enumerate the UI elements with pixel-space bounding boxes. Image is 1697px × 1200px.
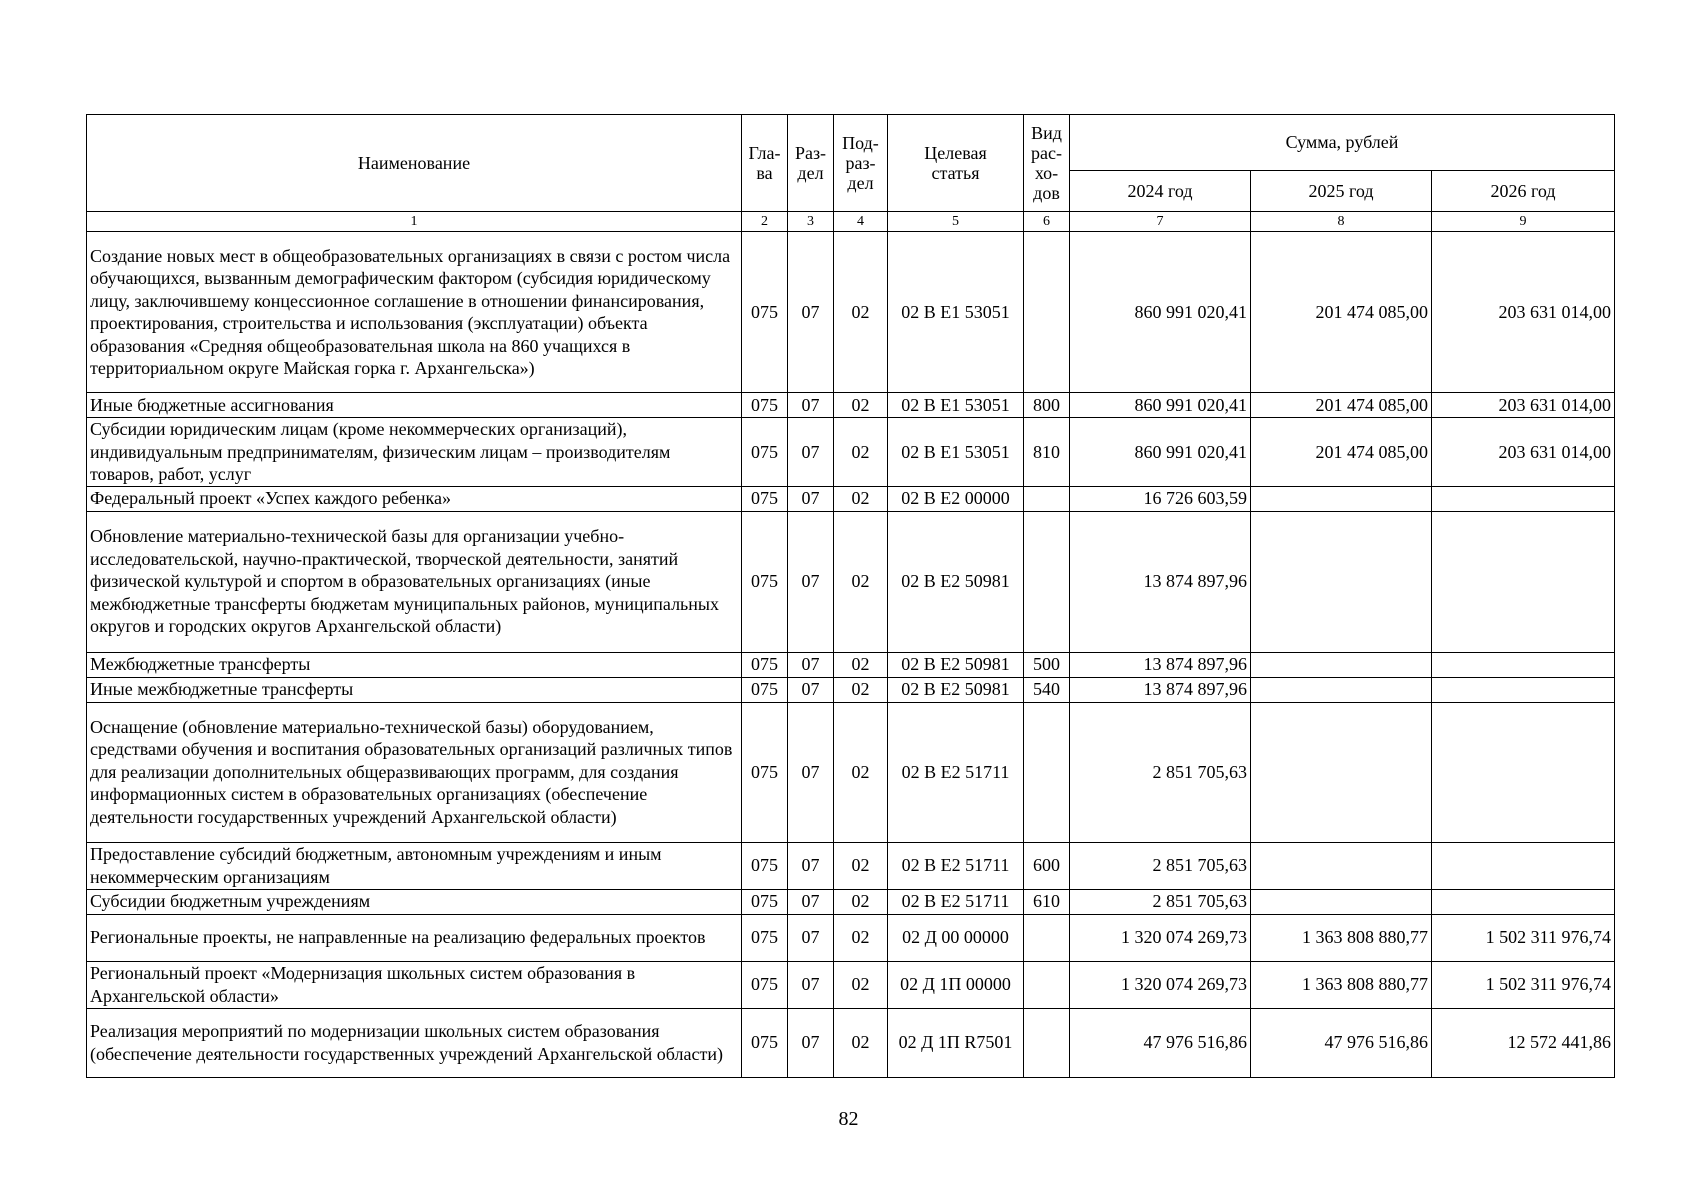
- header-subsection: [834, 115, 888, 212]
- row-subsection-cell: 02: [834, 889, 888, 914]
- column-number: 7: [1070, 212, 1251, 232]
- row-amount-2024-cell: 860 991 020,41: [1070, 393, 1251, 418]
- row-chapter-cell: 075: [742, 1008, 788, 1077]
- row-expense-type-cell: [1024, 702, 1070, 842]
- header-chapter-text: Гла- ва: [748, 143, 781, 183]
- row-name-cell: Создание новых мест в общеобразовательных организациях в связи с ростом числа обучающихся, вызванным демографическим фактором (субсидия юридическому лицу, заключившему концессионное соглашение в отношении финансирования, проектирования, строительства и использования (эксплуатации) объекта образования «Средняя общеобразовательная школа на 860 учащихся в территориальном округе Майская горка г. Архангельска»): [87, 232, 742, 393]
- header-amount: Сумма, рублей: [1070, 115, 1615, 171]
- row-expense-type-cell: [1024, 232, 1070, 393]
- row-chapter-cell: 075: [742, 842, 788, 889]
- row-amount-2026-cell: 1 502 311 976,74: [1432, 914, 1615, 961]
- budget-table: [86, 114, 1615, 1078]
- row-amount-2024-cell: 2 851 705,63: [1070, 702, 1251, 842]
- row-subsection-cell: 02: [834, 1008, 888, 1077]
- row-amount-2026-cell: 203 631 014,00: [1432, 232, 1615, 393]
- row-expense-type-cell: [1024, 1008, 1070, 1077]
- row-section-cell: 07: [788, 677, 834, 702]
- row-chapter-cell: 075: [742, 677, 788, 702]
- column-number: 8: [1251, 212, 1432, 232]
- row-section-cell: 07: [788, 511, 834, 652]
- row-subsection-cell: 02: [834, 961, 888, 1008]
- column-number: 3: [788, 212, 834, 232]
- row-amount-2026-cell: 1 502 311 976,74: [1432, 961, 1615, 1008]
- header-subsection-text: Под- раз- дел: [842, 133, 879, 193]
- row-name-cell: Федеральный проект «Успех каждого ребенка»: [87, 486, 742, 511]
- row-expense-type-cell: 610: [1024, 889, 1070, 914]
- row-article-cell: 02 В Е2 51711: [888, 842, 1024, 889]
- row-chapter-cell: 075: [742, 511, 788, 652]
- row-amount-2026-cell: [1432, 652, 1615, 677]
- row-article-cell: 02 В Е2 51711: [888, 702, 1024, 842]
- row-subsection-cell: 02: [834, 914, 888, 961]
- header-year-2026: 2026 год: [1432, 170, 1615, 211]
- row-amount-2025-cell: [1251, 842, 1432, 889]
- row-chapter-cell: 075: [742, 961, 788, 1008]
- row-section-cell: 07: [788, 232, 834, 393]
- row-section-cell: 07: [788, 914, 834, 961]
- row-amount-2025-cell: 201 474 085,00: [1251, 232, 1432, 393]
- row-chapter-cell: 075: [742, 889, 788, 914]
- row-amount-2026-cell: 203 631 014,00: [1432, 418, 1615, 487]
- row-article-cell: 02 Д 1П R7501: [888, 1008, 1024, 1077]
- row-expense-type-cell: 800: [1024, 393, 1070, 418]
- header-year-2025: 2025 год: [1251, 170, 1432, 211]
- row-expense-type-cell: [1024, 511, 1070, 652]
- row-amount-2026-cell: [1432, 486, 1615, 511]
- row-section-cell: 07: [788, 486, 834, 511]
- table-row: [87, 842, 1615, 889]
- header-section-text: Раз- дел: [794, 143, 827, 183]
- header-target-article: [888, 115, 1024, 212]
- row-amount-2024-cell: 2 851 705,63: [1070, 889, 1251, 914]
- row-amount-2025-cell: [1251, 677, 1432, 702]
- row-amount-2024-cell: 860 991 020,41: [1070, 232, 1251, 393]
- header-target-article-text: Целевая статья: [924, 143, 987, 183]
- table-row: [87, 652, 1615, 677]
- row-amount-2024-cell: 860 991 020,41: [1070, 418, 1251, 487]
- row-subsection-cell: 02: [834, 702, 888, 842]
- row-name-cell: Региональные проекты, не направленные на реализацию федеральных проектов: [87, 914, 742, 961]
- row-name-cell: Предоставление субсидий бюджетным, автономным учреждениям и иным некоммерческим организациям: [87, 842, 742, 889]
- row-name-cell: Оснащение (обновление материально-технической базы) оборудованием, средствами обучения и воспитания образовательных организаций различных типов для реализации дополнительных общеразвивающих программ, для создания информационных систем в образовательных организациях (обеспечение деятельности государственных учреждений Архангельской области): [87, 702, 742, 842]
- column-numbers-row: [87, 212, 1615, 232]
- row-section-cell: 07: [788, 842, 834, 889]
- row-subsection-cell: 02: [834, 677, 888, 702]
- row-chapter-cell: 075: [742, 652, 788, 677]
- row-section-cell: 07: [788, 393, 834, 418]
- row-amount-2024-cell: 2 851 705,63: [1070, 842, 1251, 889]
- row-name-cell: Иные межбюджетные трансферты: [87, 677, 742, 702]
- row-amount-2025-cell: 47 976 516,86: [1251, 1008, 1432, 1077]
- row-section-cell: 07: [788, 889, 834, 914]
- row-subsection-cell: 02: [834, 511, 888, 652]
- column-number: 5: [888, 212, 1024, 232]
- table-row: [87, 914, 1615, 961]
- row-amount-2024-cell: 1 320 074 269,73: [1070, 914, 1251, 961]
- table-row: [87, 418, 1615, 487]
- row-amount-2026-cell: 203 631 014,00: [1432, 393, 1615, 418]
- row-expense-type-cell: 600: [1024, 842, 1070, 889]
- row-subsection-cell: 02: [834, 652, 888, 677]
- row-section-cell: 07: [788, 418, 834, 487]
- row-name-cell: Субсидии юридическим лицам (кроме некоммерческих организаций), индивидуальным предпринимателям, физическим лицам – производителям товаров, работ, услуг: [87, 418, 742, 487]
- row-amount-2024-cell: 13 874 897,96: [1070, 652, 1251, 677]
- row-expense-type-cell: 500: [1024, 652, 1070, 677]
- row-article-cell: 02 Д 00 00000: [888, 914, 1024, 961]
- header-section: [788, 115, 834, 212]
- row-chapter-cell: 075: [742, 486, 788, 511]
- column-number: 2: [742, 212, 788, 232]
- row-amount-2026-cell: [1432, 702, 1615, 842]
- row-amount-2026-cell: [1432, 511, 1615, 652]
- table-row: [87, 961, 1615, 1008]
- row-chapter-cell: 075: [742, 914, 788, 961]
- row-amount-2026-cell: [1432, 677, 1615, 702]
- row-article-cell: 02 В Е2 50981: [888, 511, 1024, 652]
- table-row: [87, 1008, 1615, 1077]
- row-chapter-cell: 075: [742, 418, 788, 487]
- row-article-cell: 02 В Е2 50981: [888, 677, 1024, 702]
- row-amount-2026-cell: [1432, 842, 1615, 889]
- header-expense-type-text: Вид рас- хо- дов: [1031, 123, 1062, 203]
- row-amount-2024-cell: 13 874 897,96: [1070, 511, 1251, 652]
- table-row: [87, 511, 1615, 652]
- row-name-cell: Реализация мероприятий по модернизации школьных систем образования (обеспечение деятельности государственных учреждений Архангельской области): [87, 1008, 742, 1077]
- row-chapter-cell: 075: [742, 232, 788, 393]
- row-expense-type-cell: [1024, 486, 1070, 511]
- column-number: 4: [834, 212, 888, 232]
- row-subsection-cell: 02: [834, 393, 888, 418]
- header-row-top: [87, 115, 1615, 171]
- row-article-cell: 02 В Е1 53051: [888, 393, 1024, 418]
- row-name-cell: Региональный проект «Модернизация школьных систем образования в Архангельской области»: [87, 961, 742, 1008]
- row-amount-2025-cell: [1251, 702, 1432, 842]
- table-row: [87, 702, 1615, 842]
- row-article-cell: 02 В Е2 00000: [888, 486, 1024, 511]
- row-amount-2024-cell: 1 320 074 269,73: [1070, 961, 1251, 1008]
- table-row: [87, 889, 1615, 914]
- row-chapter-cell: 075: [742, 702, 788, 842]
- row-amount-2025-cell: [1251, 511, 1432, 652]
- row-amount-2025-cell: 201 474 085,00: [1251, 418, 1432, 487]
- column-number: 6: [1024, 212, 1070, 232]
- row-amount-2024-cell: 13 874 897,96: [1070, 677, 1251, 702]
- header-name: Наименование: [87, 115, 742, 212]
- page-number: 82: [838, 1108, 859, 1130]
- row-chapter-cell: 075: [742, 393, 788, 418]
- table-row: [87, 232, 1615, 393]
- row-amount-2026-cell: [1432, 889, 1615, 914]
- row-amount-2025-cell: 201 474 085,00: [1251, 393, 1432, 418]
- table-body: [87, 212, 1615, 1078]
- header-chapter: [742, 115, 788, 212]
- column-number: 1: [87, 212, 742, 232]
- row-name-cell: Субсидии бюджетным учреждениям: [87, 889, 742, 914]
- row-amount-2025-cell: 1 363 808 880,77: [1251, 914, 1432, 961]
- row-article-cell: 02 В Е2 51711: [888, 889, 1024, 914]
- row-amount-2025-cell: [1251, 889, 1432, 914]
- row-section-cell: 07: [788, 652, 834, 677]
- row-subsection-cell: 02: [834, 418, 888, 487]
- row-amount-2024-cell: 16 726 603,59: [1070, 486, 1251, 511]
- header-expense-type: [1024, 115, 1070, 212]
- row-name-cell: Межбюджетные трансферты: [87, 652, 742, 677]
- row-section-cell: 07: [788, 961, 834, 1008]
- row-name-cell: Иные бюджетные ассигнования: [87, 393, 742, 418]
- row-section-cell: 07: [788, 1008, 834, 1077]
- row-expense-type-cell: [1024, 961, 1070, 1008]
- row-amount-2025-cell: [1251, 652, 1432, 677]
- table-row: [87, 393, 1615, 418]
- row-amount-2025-cell: [1251, 486, 1432, 511]
- row-subsection-cell: 02: [834, 232, 888, 393]
- row-subsection-cell: 02: [834, 486, 888, 511]
- row-name-cell: Обновление материально-технической базы для организации учебно-исследовательской, научно-практической, творческой деятельности, занятий физической культурой и спортом в образовательных организациях (иные межбюджетные трансферты бюджетам муниципальных районов, муниципальных округов и городских округов Архангельской области): [87, 511, 742, 652]
- row-section-cell: 07: [788, 702, 834, 842]
- row-subsection-cell: 02: [834, 842, 888, 889]
- row-expense-type-cell: 540: [1024, 677, 1070, 702]
- table-row: [87, 677, 1615, 702]
- row-article-cell: 02 В Е1 53051: [888, 232, 1024, 393]
- row-amount-2026-cell: 12 572 441,86: [1432, 1008, 1615, 1077]
- row-article-cell: 02 Д 1П 00000: [888, 961, 1024, 1008]
- row-amount-2024-cell: 47 976 516,86: [1070, 1008, 1251, 1077]
- row-article-cell: 02 В Е1 53051: [888, 418, 1024, 487]
- table-row: [87, 486, 1615, 511]
- row-expense-type-cell: 810: [1024, 418, 1070, 487]
- row-article-cell: 02 В Е2 50981: [888, 652, 1024, 677]
- header-year-2024: 2024 год: [1070, 170, 1251, 211]
- row-expense-type-cell: [1024, 914, 1070, 961]
- column-number: 9: [1432, 212, 1615, 232]
- row-amount-2025-cell: 1 363 808 880,77: [1251, 961, 1432, 1008]
